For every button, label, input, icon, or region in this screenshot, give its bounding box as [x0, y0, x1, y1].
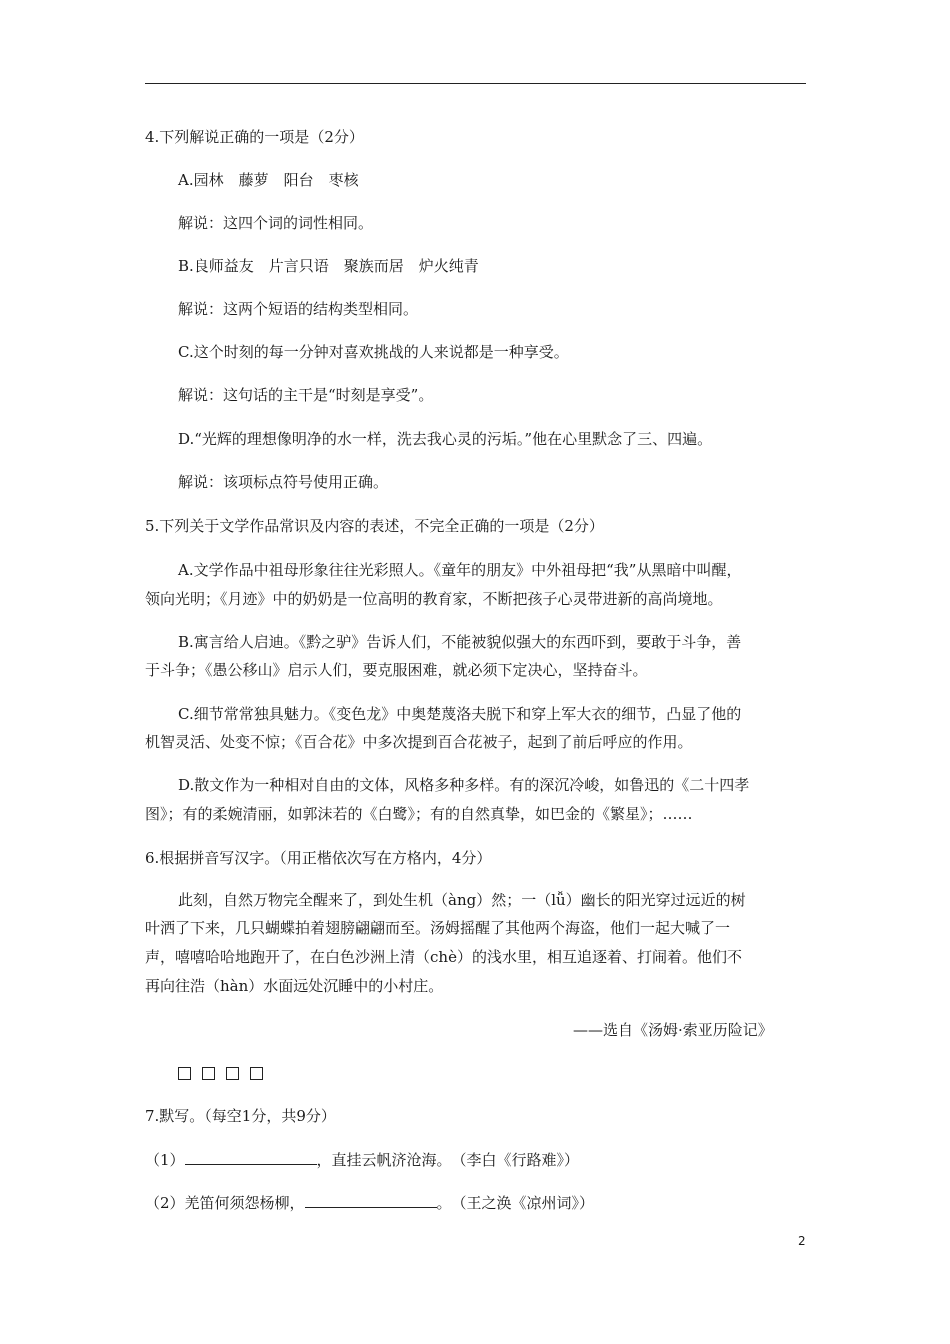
q7-item-2	[145, 1193, 594, 1213]
q5-option-d-line2: 图》；有的柔婉清丽，如郭沫若的《白鹭》；有的自然真挚，如巴金的《繁星》；……	[145, 805, 693, 823]
q6-passage-line3: 声，嘻嘻哈哈地跑开了，在白色沙洲上清（chè）的浅水里，相互追逐着、打闹着。他们不	[145, 948, 742, 966]
q5-stem: 5.下列关于文学作品常识及内容的表述，不完全正确的一项是（2分）	[145, 517, 604, 535]
q4-stem: 4.下列解说正确的一项是（2分）	[145, 128, 364, 146]
answer-box[interactable]	[250, 1067, 263, 1080]
q5-option-c-line2: 机智灵活、处变不惊；《百合花》中多次提到百合花被子，起到了前后呼应的作用。	[145, 733, 693, 751]
q5-option-a-line1: A.文学作品中祖母形象往往光彩照人。《童年的朋友》中外祖母把“我”从黑暗中叫醒，	[178, 561, 742, 579]
q6-passage-line4: 再向往浩（hàn）水面远处沉睡中的小村庄。	[145, 977, 444, 995]
q7-blank-1[interactable]	[185, 1150, 317, 1165]
q5-option-a-line2: 领向光明；《月迹》中的奶奶是一位高明的教育家，不断把孩子心灵带进新的高尚境地。	[145, 590, 723, 608]
q7-item-1	[145, 1150, 579, 1170]
q7-item-1-rest: ，直挂云帆济沧海。 （李白《行路难》）	[316, 1151, 580, 1169]
q5-option-d-line1: D.散文作为一种相对自由的文体，风格多种多样。有的深沉冷峻，如鲁迅的《二十四孝	[178, 776, 750, 794]
q6-passage-line2: 叶洒了下来，几只蝴蝶拍着翅膀翩翩而至。汤姆摇醒了其他两个海盗，他们一起大喊了一	[145, 919, 731, 937]
q4-option-a: A.园林 藤萝 阳台 枣核	[178, 171, 359, 189]
q5-option-c-line1: C.细节常常独具魅力。《变色龙》中奥楚蔑洛夫脱下和穿上军大衣的细节，凸显了他的	[178, 705, 742, 723]
answer-box[interactable]	[202, 1067, 215, 1080]
q5-option-b-line1: B.寓言给人启迪。《黔之驴》告诉人们，不能被貌似强大的东西吓到，要敢于斗争，善	[178, 633, 742, 651]
q6-passage-line1: 此刻，自然万物完全醒来了，到处生机（àng）然；一（lǚ）幽长的阳光穿过远近的树	[178, 891, 746, 909]
q7-blank-2[interactable]	[305, 1193, 437, 1208]
q6-stem: 6.根据拼音写汉字。（用正楷依次写在方格内，4分）	[145, 849, 492, 867]
q7-stem: 7.默写。（每空1分，共9分）	[145, 1107, 336, 1125]
answer-box[interactable]	[226, 1067, 239, 1080]
q4-option-c: C.这个时刻的每一分钟对喜欢挑战的人来说都是一种享受。	[178, 343, 569, 361]
q6-source: ——选自《汤姆·索亚历险记》	[573, 1021, 773, 1039]
answer-box[interactable]	[178, 1067, 191, 1080]
q4-note-a: 解说：这四个词的词性相同。	[178, 214, 374, 232]
q4-note-b: 解说：这两个短语的结构类型相同。	[178, 300, 419, 318]
header-rule	[145, 83, 806, 84]
q4-option-d: D.“光辉的理想像明净的水一样，洗去我心灵的污垢。”他在心里默念了三、四遍。	[178, 430, 713, 448]
q4-note-d: 解说：该项标点符号使用正确。	[178, 473, 389, 491]
q7-item-1-label: （1）	[145, 1151, 185, 1169]
q4-option-b: B.良师益友 片言只语 聚族而居 炉火纯青	[178, 257, 479, 275]
q4-note-c: 解说：这句话的主干是“时刻是享受”。	[178, 386, 434, 404]
q7-item-2-text: （2）羌笛何须怨杨柳，	[145, 1194, 305, 1212]
q5-option-b-line2: 于斗争；《愚公移山》启示人们，要克服困难，就必须下定决心，坚持奋斗。	[145, 661, 648, 679]
q7-item-2-rest: 。 （王之涣《凉州词》）	[436, 1194, 595, 1212]
page-number: 2	[798, 1234, 806, 1248]
answer-box-row	[178, 1063, 274, 1082]
